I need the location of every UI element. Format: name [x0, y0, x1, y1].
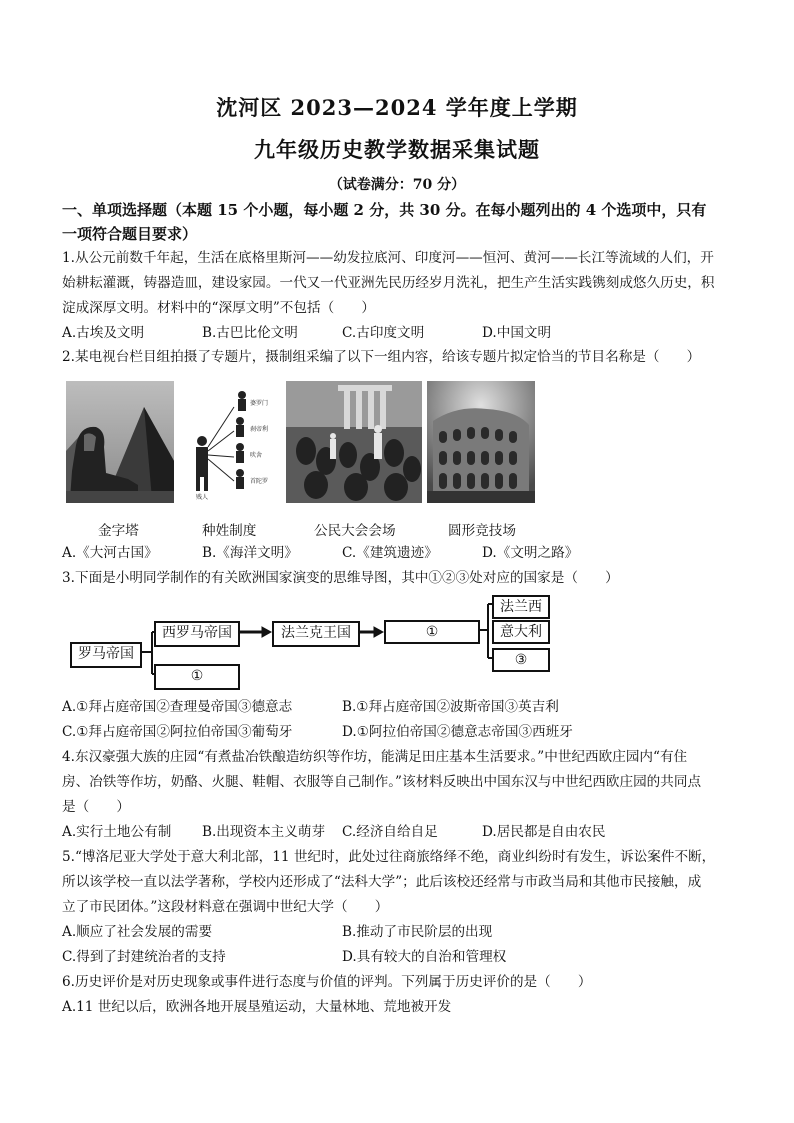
q5-stem-line: 立了市民团体。”这段材料意在强调中世纪大学（ ） [62, 899, 389, 915]
q1-option-d[interactable]: D.中国文明 [482, 325, 552, 341]
q2-option-b[interactable]: B.《海洋文明》 [202, 545, 298, 561]
q6-stem: 6.历史评价是对历史现象或事件进行态度与价值的评判。下列属于历史评价的是（ ） [62, 974, 592, 990]
pyramid-photo [66, 381, 174, 503]
q2-stem: 2.某电视台栏目组拍摄了专题片，摄制组采编了以下一组内容，给该专题片拟定恰当的节目名称是（ ） [62, 349, 701, 365]
mindmap-node-blank: ③ [492, 648, 550, 672]
q1-stem-line: 淀成深厚文明。材料中的“深厚文明”不包括（ ） [62, 300, 375, 316]
colosseum-photo [427, 381, 535, 503]
q1-option-c[interactable]: C.古印度文明 [342, 325, 425, 341]
q1-option-a[interactable]: A.古埃及文明 [62, 325, 145, 341]
q3-option-d[interactable]: D.①阿拉伯帝国②德意志帝国③西班牙 [342, 724, 573, 740]
mindmap-node-blank: ① [154, 664, 240, 690]
q4-option-d[interactable]: D.居民都是自由农民 [482, 824, 606, 840]
mindmap-node-france: 法兰西 [492, 595, 550, 619]
photo-caption-pyramid: 金字塔 [98, 523, 139, 539]
q5-stem-line: 5.“博洛尼亚大学处于意大利北部，11 世纪时，此处过往商旅络绎不绝，商业纠纷时有发生，诉讼案件不断， [62, 849, 716, 865]
q3-option-b[interactable]: B.①拜占庭帝国②波斯帝国③英吉利 [342, 699, 559, 715]
mindmap-node-roman-empire: 罗马帝国 [70, 642, 142, 668]
exam-title-line2: 九年级历史教学数据采集试题 [254, 137, 540, 162]
exam-title-line1: 沈河区 2023—2024 学年度上学期 [216, 95, 578, 120]
q2-option-a[interactable]: A.《大河古国》 [62, 545, 158, 561]
q4-option-b[interactable]: B.出现资本主义萌芽 [202, 824, 326, 840]
q1-option-b[interactable]: B.古巴比伦文明 [202, 325, 298, 341]
score-note: （试卷满分：70 分） [328, 177, 466, 193]
assembly-painting [286, 381, 422, 503]
q3-option-c[interactable]: C.①拜占庭帝国②阿拉伯帝国③葡萄牙 [62, 724, 293, 740]
q4-stem-line: 4.东汉豪强大族的庄园“有煮盐冶铁酿造纺织等作坊，能满足田庄基本生活要求。”中世纪西欧庄园内“有住 [62, 749, 688, 765]
q1-stem-line: 1.从公元前数千年起，生活在底格里斯河——幼发拉底河、印度河——恒河、黄河——长江等流域的人们，开 [62, 250, 714, 266]
photo-caption-colosseum: 圆形竞技场 [448, 523, 516, 539]
q2-option-c[interactable]: C.《建筑遗迹》 [342, 545, 438, 561]
photo-caption-caste: 种姓制度 [202, 523, 257, 539]
caste-label: 吠舍 [250, 452, 263, 459]
mindmap-node-blank: ① [384, 620, 480, 644]
q3-stem: 3.下面是小明同学制作的有关欧洲国家演变的思维导图，其中①②③处对应的国家是（ ） [62, 570, 619, 586]
q5-option-a[interactable]: A.顺应了社会发展的需要 [62, 924, 213, 940]
caste-label: 刹帝利 [250, 426, 269, 433]
mindmap-node-italy: 意大利 [492, 620, 550, 644]
q5-option-b[interactable]: B.推动了市民阶层的出现 [342, 924, 493, 940]
mindmap-node-western-roman: 西罗马帝国 [154, 621, 240, 647]
q2-option-d[interactable]: D.《文明之路》 [482, 545, 579, 561]
q5-option-d[interactable]: D.具有较大的自治和管理权 [342, 949, 507, 965]
caste-label: 首陀罗 [250, 478, 269, 485]
mindmap-node-frankish: 法兰克王国 [272, 621, 360, 647]
q4-option-a[interactable]: A.实行土地公有制 [62, 824, 172, 840]
section-heading-line2: 一项符合题目要求） [62, 225, 198, 243]
caste-label: 婆罗门 [250, 400, 269, 407]
q4-stem-line: 房、冶铁等作坊，奶酪、火腿、鞋帽、衣服等自己制作。”该材料反映出中国东汉与中世纪西欧庄园的共同点 [62, 774, 702, 790]
q4-stem-line: 是（ ） [62, 799, 130, 815]
q5-stem-line: 所以该学校一直以法学著称，学校内还形成了“法科大学”；此后该校还经常与市政当局和其他市民接触，成 [62, 874, 702, 890]
photo-caption-assembly: 公民大会会场 [314, 523, 396, 539]
q4-option-c[interactable]: C.经济自给自足 [342, 824, 438, 840]
q6-option-a[interactable]: A.11 世纪以后，欧洲各地开展垦殖运动，大量林地、荒地被开发 [62, 999, 452, 1015]
caste-label: 贱人 [196, 494, 209, 501]
q5-option-c[interactable]: C.得到了封建统治者的支持 [62, 949, 226, 965]
q3-option-a[interactable]: A.①拜占庭帝国②查理曼帝国③德意志 [62, 699, 293, 715]
section-heading-line1: 一、单项选择题（本题 15 个小题，每小题 2 分，共 30 分。在每小题列出的 4 个选项中，只有 [62, 201, 707, 219]
caste-system-diagram [180, 381, 275, 503]
q1-stem-line: 始耕耘灌溉，铸器造皿，建设家园。一代又一代亚洲先民历经岁月洗礼，把生产生活实践镌刻成悠久历史，积 [62, 275, 715, 291]
